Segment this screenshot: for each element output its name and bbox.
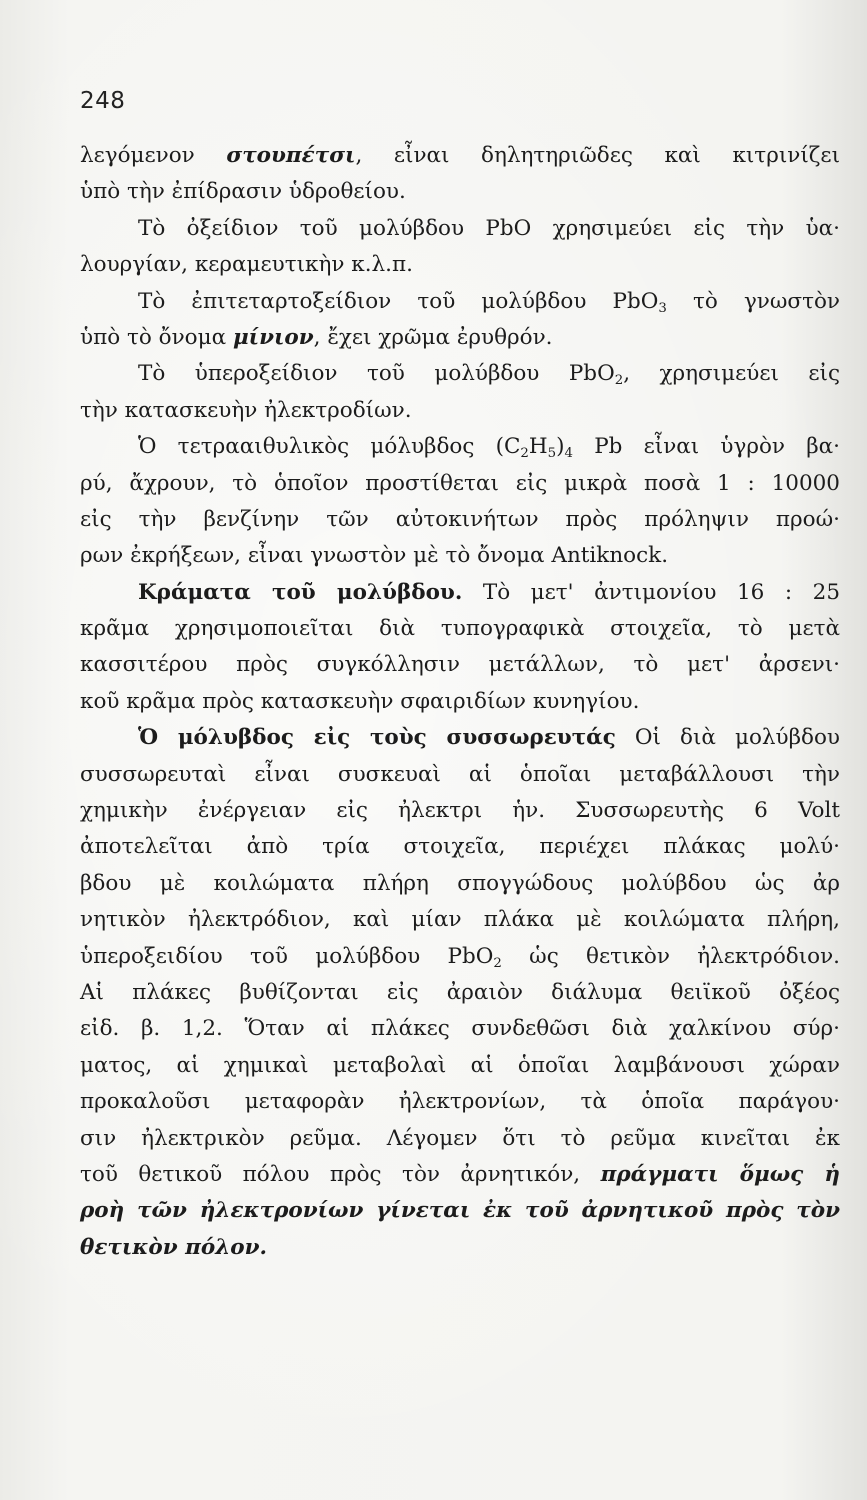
text-line <box>80 247 840 283</box>
text-line <box>80 538 840 574</box>
emphasized-text: στουπέτσι <box>226 143 356 168</box>
text-run: Ὁ τετρααιθυλικὸς μόλυβδος (C <box>138 434 521 460</box>
text-run: ἀποτελεῖται ἀπὸ τρία στοιχεῖα, περιέχει πλάκας μολύ· <box>80 834 840 860</box>
text-line <box>80 1157 840 1193</box>
text-line <box>80 575 840 611</box>
text-run: εἰς τὴν βενζίνην τῶν αὐτοκινήτων πρὸς πρόληψιν προώ· <box>80 506 840 532</box>
text-run: ὑπεροξειδίου τοῦ μολύβδου PbO <box>80 943 494 969</box>
text-run: , ἔχει χρῶμα ἐρυθρόν. <box>313 324 553 350</box>
text-line <box>80 793 840 829</box>
emphasized-text: ροὴ τῶν ἠλεκτρονίων γίνεται ἐκ τοῦ ἀρνητικοῦ πρὸς τὸν <box>80 1198 840 1224</box>
text-line <box>80 757 840 793</box>
text-line <box>80 1193 840 1229</box>
text-run: συσσωρευταὶ εἶναι συσκευαὶ αἱ ὁποῖαι μεταβάλλουσι τὴν <box>80 761 840 787</box>
text-run: τὸ γνωστὸν <box>666 288 840 314</box>
subscript: 5 <box>547 446 557 462</box>
text-line <box>80 211 840 247</box>
emphasized-text: θετικὸν πόλον. <box>80 1234 268 1260</box>
text-line <box>80 429 840 465</box>
run-in-heading: Κράματα τοῦ μολύβδου. <box>138 579 463 605</box>
text-line <box>80 720 840 756</box>
text-line <box>80 138 840 174</box>
text-run: Οἱ διὰ μολύβδου <box>615 725 840 751</box>
text-run: ρύ, ἄχρουν, τὸ ὁποῖον προστίθεται εἰς μικρὰ ποσὰ 1 : 10000 <box>80 470 840 496</box>
text-run: , χρησιμεύει εἰς <box>623 361 840 387</box>
subscript: 4 <box>564 446 574 462</box>
text-line <box>80 1048 840 1084</box>
text-line <box>80 356 840 392</box>
text-run: τὴν κατασκευὴν ἠλεκτροδίων. <box>80 397 412 423</box>
text-run: Τὸ ὀξείδιον τοῦ μολύβδου PbO χρησιμεύει εἰς τὴν ὑα· <box>138 215 840 241</box>
text-run: χημικὴν ἐνέργειαν εἰς ἠλεκτρι ἡν. Συσσωρευτὴς 6 Volt <box>80 798 840 824</box>
text-run: βδου μὲ κοιλώματα πλήρη σπογγώδους μολύβδου ὡς ἀρ <box>80 870 840 896</box>
text-line <box>80 174 840 210</box>
text-run: νητικὸν ἠλεκτρόδιον, καὶ μίαν πλάκα μὲ κοιλώματα πλήρη, <box>80 907 840 933</box>
text-line <box>80 466 840 502</box>
body-text <box>80 138 840 1266</box>
text-run: σιν ἠλεκτρικὸν ρεῦμα. Λέγομεν ὅτι τὸ ρεῦμα κινεῖται ἐκ <box>80 1125 840 1151</box>
text-line <box>80 1230 840 1266</box>
text-run: κρᾶμα χρησιμοποιεῖται διὰ τυπογραφικὰ στοιχεῖα, τὸ μετὰ <box>80 616 840 642</box>
page-number: 248 <box>80 88 126 114</box>
text-line <box>80 393 840 429</box>
text-run: λεγόμενον <box>80 143 227 168</box>
subscript: 2 <box>614 373 624 389</box>
text-run: ὡς θετικὸν ἠλεκτρόδιον. <box>501 943 840 969</box>
text-run: Pb εἶναι ὑγρὸν βα· <box>573 434 840 460</box>
text-line <box>80 902 840 938</box>
text-line <box>80 284 840 320</box>
text-line <box>80 320 840 356</box>
emphasized-text: μίνιον <box>232 324 314 350</box>
text-line <box>80 502 840 538</box>
text-run: ) <box>556 434 565 460</box>
emphasized-text: πράγματι ὅμως ἡ <box>600 1161 840 1187</box>
text-run: κασσιτέρου πρὸς συγκόλλησιν μετάλλων, τὸ μετ' ἀρσενι· <box>80 652 840 678</box>
subscript: 2 <box>493 955 502 971</box>
text-run: ὑπὸ τὴν ἐπίδρασιν ὑδροθείου. <box>80 179 406 205</box>
text-run: λουργίαν, κεραμευτικὴν κ.λ.π. <box>80 252 413 278</box>
text-run: προκαλοῦσι μεταφορὰν ἠλεκτρονίων, τὰ ὁποῖα παράγου· <box>80 1089 840 1115</box>
text-run: τοῦ θετικοῦ πόλου πρὸς τὸν ἀρνητικόν, <box>80 1161 601 1187</box>
text-run: H <box>528 434 548 460</box>
text-line <box>80 647 840 683</box>
text-run: Τὸ μετ' ἀντιμονίου 16 : 25 <box>462 579 841 605</box>
text-run: , εἶναι δηλητηριῶδες καὶ κιτρινίζει <box>355 143 840 168</box>
text-run: Τὸ ἐπιτεταρτοξείδιον τοῦ μολύβδου PbO <box>138 288 659 314</box>
text-run: Τὸ ὑπεροξείδιον τοῦ μολύβδου PbO <box>138 361 615 387</box>
text-line <box>80 975 840 1011</box>
subscript: 2 <box>520 446 529 462</box>
text-line <box>80 684 840 720</box>
text-line <box>80 1084 840 1120</box>
text-line <box>80 829 840 865</box>
text-run: ματος, αἱ χημικαὶ μεταβολαὶ αἱ ὁποῖαι λαμβάνουσι χώραν <box>80 1052 840 1078</box>
text-line <box>80 939 840 975</box>
text-line <box>80 1121 840 1157</box>
text-run: ὑπὸ τὸ ὄνομα <box>80 324 233 350</box>
text-line <box>80 1011 840 1047</box>
text-line <box>80 611 840 647</box>
text-run: εἰδ. β. 1,2. Ὅταν αἱ πλάκες συνδεθῶσι διὰ χαλκίνου σύρ· <box>80 1016 840 1042</box>
run-in-heading: Ὁ μόλυβδος εἰς τοὺς συσσωρευτάς <box>138 725 616 751</box>
subscript: 3 <box>658 300 667 316</box>
text-run: κοῦ κρᾶμα πρὸς κατασκευὴν σφαιριδίων κυνηγίου. <box>80 688 640 714</box>
text-run: Αἱ πλάκες βυθίζονται εἰς ἀραιὸν διάλυμα θειϊκοῦ ὀξέος <box>80 979 840 1005</box>
text-run: ρων ἐκρήξεων, εἶναι γνωστὸν μὲ τὸ ὄνομα Antiknock. <box>80 543 669 569</box>
text-line <box>80 866 840 902</box>
